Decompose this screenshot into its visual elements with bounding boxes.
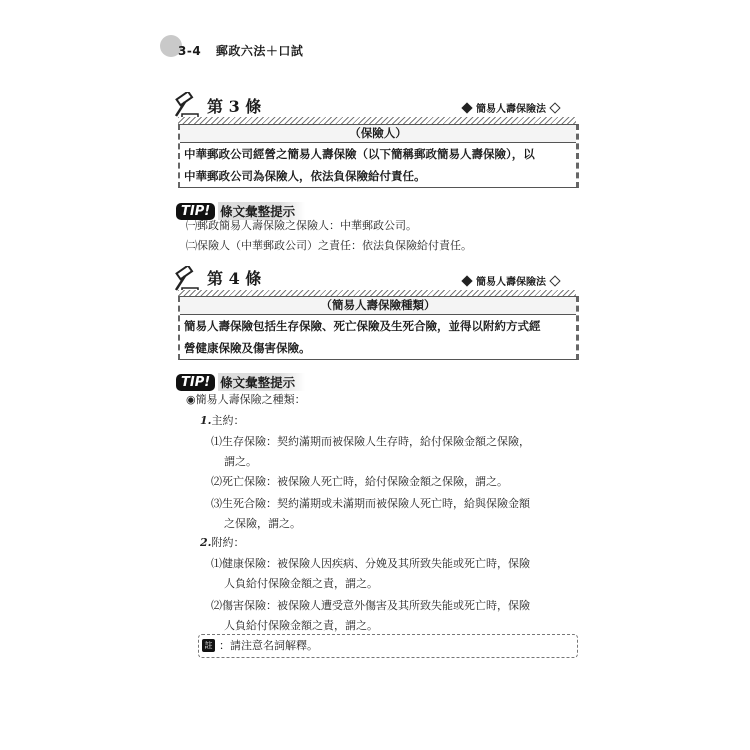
tip-title: 條文彙整提示 — [218, 373, 305, 391]
note-box — [198, 634, 578, 658]
article-4-box — [178, 296, 579, 360]
page-label: 3-4 — [178, 44, 202, 58]
main-item-3-line-1: ⑶生死合險：契約滿期或未滿期而被保險人死亡時，給與保險金額 — [211, 497, 530, 510]
rider-item-1-line-2: 人負給付保險金額之責，謂之。 — [224, 577, 378, 590]
main-num: 1. — [200, 414, 212, 427]
hatch-divider — [178, 117, 576, 124]
rider-num: 2. — [200, 536, 212, 549]
article-3-law-badge — [460, 100, 562, 115]
outline-main-contract — [200, 411, 244, 431]
diamond-outline-icon — [549, 102, 560, 113]
article-4-title: 第 4 條 — [207, 269, 262, 288]
main-item-3-line-2: 之保險，謂之。 — [224, 517, 301, 530]
main-label: 主約： — [211, 414, 245, 427]
note-text: ：請注意名詞解釋。 — [219, 639, 318, 652]
tip-badge: TIP! — [176, 374, 215, 391]
article-4-tip-heading — [176, 373, 305, 391]
outline-rider-contract — [200, 533, 244, 553]
main-item-1-line-2: 謂之。 — [224, 455, 257, 468]
page-header — [178, 42, 303, 59]
rider-item-1-line-1: ⑴健康保險：被保險人因疾病、分娩及其所致失能或死亡時，保險 — [211, 557, 530, 570]
article-3-tip-1: ㈠郵政簡易人壽保險之保險人：中華郵政公司。 — [186, 219, 417, 232]
article-4-law-badge — [460, 273, 562, 288]
diamond-icon — [461, 275, 472, 286]
main-item-2-line-1: ⑵死亡保險：被保險人死亡時，給付保險金額之保險，謂之。 — [211, 475, 508, 488]
tip-title: 條文彙整提示 — [218, 202, 305, 220]
rider-label: 附約： — [211, 536, 245, 549]
book-title: 郵政六法＋口試 — [215, 44, 304, 58]
rider-item-2-line-1: ⑵傷害保險：被保險人遭受意外傷害及其所致失能或死亡時，保險 — [211, 599, 530, 612]
article-4-line-2: 營健康保險及傷害保險。 — [184, 341, 311, 355]
article-3-line-1: 中華郵政公司經營之簡易人壽保險（以下簡稱郵政簡易人壽保險），以 — [184, 147, 535, 161]
diamond-outline-icon — [549, 275, 560, 286]
rider-item-2-line-2: 人負給付保險金額之責，謂之。 — [224, 619, 378, 632]
article-3-title: 第 3 條 — [207, 97, 262, 116]
article-3-box-heading: （保險人） — [180, 125, 576, 143]
note-badge: 註 — [202, 639, 215, 652]
article-3-tip-2: ㈡保險人（中華郵政公司）之責任：依法負保險給付責任。 — [186, 239, 472, 252]
diamond-icon — [461, 102, 472, 113]
outline-root: ◉簡易人壽保險之種類： — [186, 393, 306, 406]
article-3-box — [178, 124, 579, 188]
law-name: 簡易人壽保險法 — [476, 104, 546, 115]
law-name: 簡易人壽保險法 — [476, 277, 546, 288]
article-3-line-2: 中華郵政公司為保險人，依法負保險給付責任。 — [184, 169, 426, 183]
tip-badge: TIP! — [176, 203, 215, 220]
main-item-1-line-1: ⑴生存保險：契約滿期而被保險人生存時，給付保險金額之保險， — [211, 435, 530, 448]
article-4-box-heading: （簡易人壽保險種類） — [180, 297, 576, 315]
gavel-icon — [172, 92, 202, 120]
article-4-line-1: 簡易人壽保險包括生存保險、死亡保險及生死合險，並得以附約方式經 — [184, 319, 541, 333]
